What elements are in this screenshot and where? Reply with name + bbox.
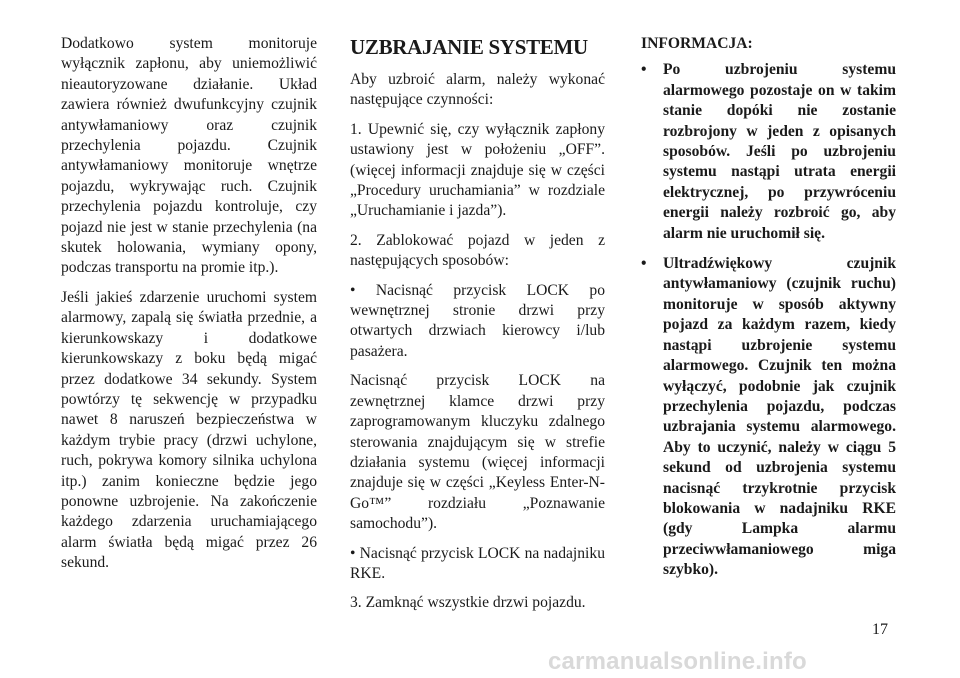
paragraph-step-2: 2. Zablokować pojazd w jeden z następujących sposobów: — [350, 231, 605, 270]
column-left — [61, 34, 317, 583]
paragraph-step-3: 3. Zamknąć wszystkie drzwi pojazdu. — [350, 594, 586, 612]
watermark: carmanualsonline.info — [548, 648, 807, 675]
page-number: 17 — [872, 621, 888, 638]
paragraph-monitoring: Dodatkowo system monitoruje wyłącznik zapłonu, aby uniemożliwić nieautoryzowane działanie. Układ zawiera również dwufunkcyjny czujnik antywłamaniowy oraz czujnik przechylenia pojazdu. Czujnik antywłamaniowy monitoruje wnętrze pojazdu, wykrywając ruch. Czujnik przechylenia pojazdu kontroluje, czy pojazd nie jest w stanie przechylenia (na skutek holowania, wymiany opony, podczas transportu na promie itp.). — [61, 35, 317, 277]
section-heading: UZBRAJANIE SYSTEMU — [350, 35, 588, 59]
paragraph-option-inner-lock: • Nacisnąć przycisk LOCK po wewnętrznej stronie drzwi przy otwartych drzwiach kierowcy i/lub pasażera. — [350, 281, 605, 360]
paragraph-intro: Aby uzbroić alarm, należy wykonać następujące czynności: — [350, 71, 605, 109]
paragraph-option-rke: • Nacisnąć przycisk LOCK na nadajniku RKE. — [350, 544, 605, 582]
paragraph-alarm-event: Jeśli jakieś zdarzenie uruchomi system alarmowy, zapalą się światła przednie, a kierunkowskazy i dodatkowe kierunkowskazy z boku będą migać przez dodatkowe 34 sekundy. System powtórzy tę sekwencję w przypadku nawet 8 naruszeń bezpieczeństwa w każdym trybie pracy (drzwi uchylone, ruch, pokrywa komory silnika uchylona itp.) zanim konieczne będzie jego ponowne uzbrojenie. Na zakończenie każdego zdarzenia uruchamiającego alarm światła będą migać przez 26 sekund. — [61, 288, 317, 572]
bullet-icon: • — [641, 255, 647, 273]
info-title: INFORMACJA: — [641, 35, 753, 52]
column-middle — [350, 34, 605, 623]
paragraph-step-1: 1. Upewnić się, czy wyłącznik zapłony ustawiony jest w położeniu „OFF”. (więcej informacji znajduje się w części „Procedury uruchamiania” w rozdziale „Uruchamianie i jazda”). — [350, 120, 605, 220]
info-item — [641, 60, 896, 244]
bullet-icon: • — [641, 61, 647, 79]
info-list — [641, 60, 896, 580]
column-right — [641, 34, 896, 591]
info-item-text: Ultradźwiękowy czujnik antywłamaniowy (czujnik ruchu) monitoruje w sposób aktywny pojazd za każdym razem, kiedy nastąpi uzbrojenie systemu alarmowego. Czujnik ten można wyłączyć, podobnie jak czujnik przechylenia pojazdu, podczas uzbrajania systemu alarmowego. Aby to uczynić, należy w ciągu 5 sekund od uzbrojenia systemu nacisnąć trzykrotnie przycisk blokowania w nadajniku RKE (gdy Lampka alarmu przeciwwłamaniowego miga szybko). — [663, 255, 896, 579]
info-item-text: Po uzbrojeniu systemu alarmowego pozostaje on w takim stanie dopóki nie zostanie rozbrojony w jeden z opisanych sposobów. Jeśli po uzbrojeniu systemu nastąpi utrata energii elektrycznej, po przywróceniu energii należy rozbroić go, aby alarm nie uruchomił się. — [663, 61, 896, 242]
info-item — [641, 254, 896, 581]
paragraph-option-outer-lock: Nacisnąć przycisk LOCK na zewnętrznej klamce drzwi przy zaprogramowanym kluczyku zdalnego sterowania znajdującym się w strefie działania systemu (więcej informacji znajduje się w części „Keyless Enter-N-Go™” rozdziału „Poznawanie samochodu”). — [350, 372, 605, 533]
